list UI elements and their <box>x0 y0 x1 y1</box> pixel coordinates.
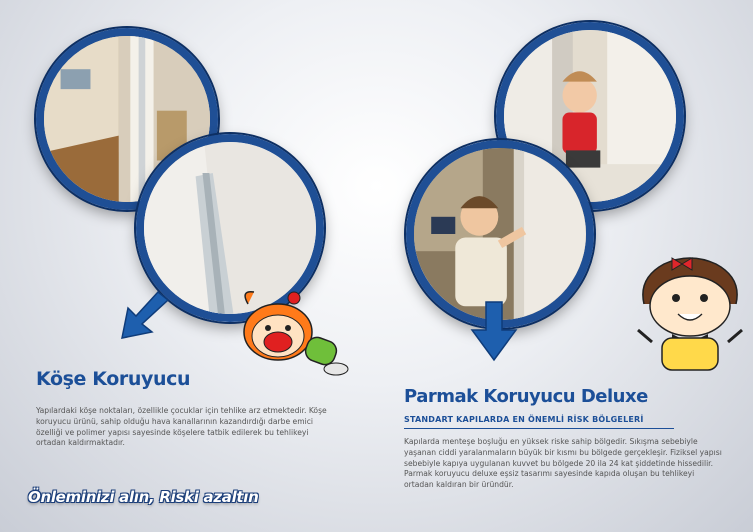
girl-mascot-illustration <box>632 248 750 382</box>
subheading-divider <box>404 428 674 429</box>
finger-guard-description: Kapılarda menteşe boşluğu en yüksek riske sahip bölgedir. Sıkışma sebebiyle yaşanan ciddi yaralanmaların büyük bir kısmı bu bölgede gerçekleşir. Fiziksel yapısı sebebiyle kapıya uygulanan kuvvet bu bölgede 20 ila 24 kat şiddetinde hissedilir. Parmak koruyucu deluxe eşsiz tasarımı sayesinde kapıda oluşan bu tehlikeyi ortadan kaldıran bir üründür. <box>404 437 722 490</box>
girl-cartoon-illustration <box>236 284 356 388</box>
arrow-down-icon <box>466 300 522 364</box>
risk-zones-subheading: STANDART KAPILARDA EN ÖNEMLİ RİSK BÖLGELERİ <box>404 415 644 424</box>
slogan-text: Önleminizi alın, Riski azaltın <box>28 488 259 506</box>
finger-guard-title: Parmak Koruyucu Deluxe <box>404 386 648 407</box>
arrow-down-left-icon <box>112 286 170 344</box>
corner-guard-title: Köşe Koruyucu <box>36 368 191 390</box>
corner-guard-description: Yapılardaki köşe noktaları, özellikle çocuklar için tehlike arz etmektedir. Köşe koruyucu ürünü, sahip olduğu hava kanallarının kazandırdığı darbe emici özelliği ve polimer yapısı sayesinde köşelere tatbik edilerek bu tehlikeyi ortadan kaldırmaktadır. <box>36 406 327 448</box>
